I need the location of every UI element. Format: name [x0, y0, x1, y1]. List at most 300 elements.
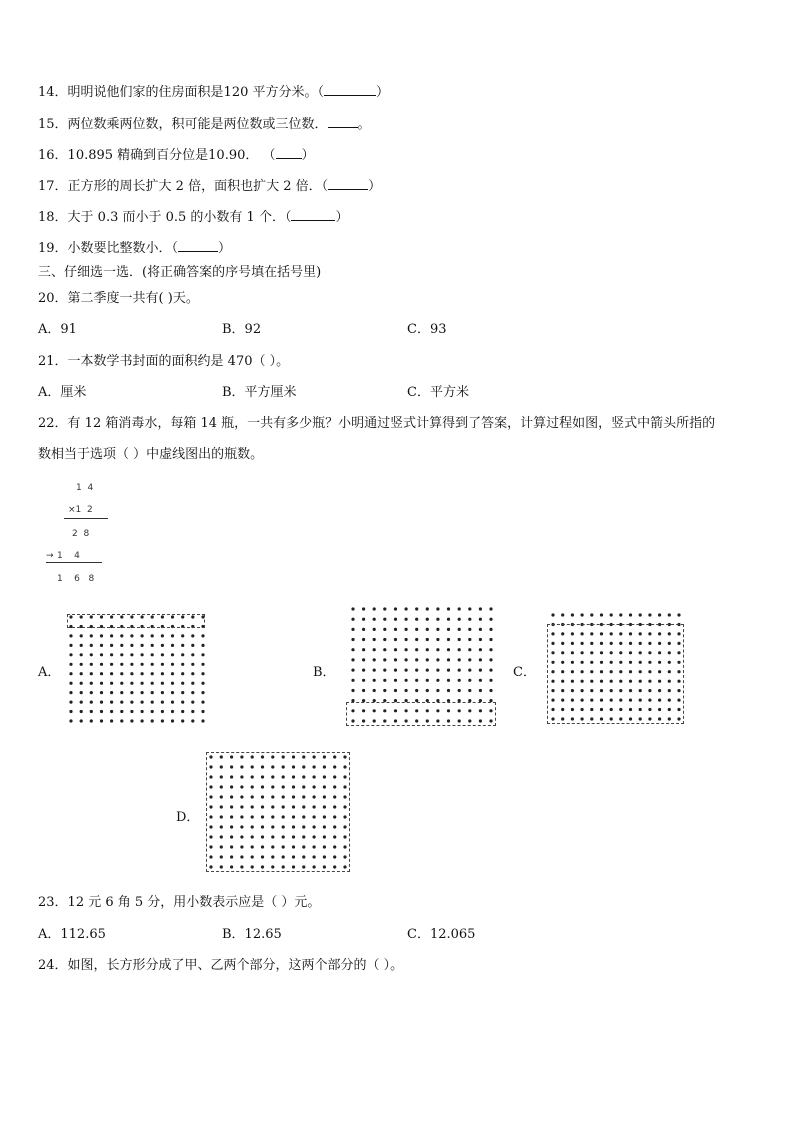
bottle-dot — [90, 701, 93, 704]
question-16: 16．10.895 精确到百分位是10.90． （ ） — [38, 148, 315, 163]
bottle-dot — [151, 682, 154, 685]
bottle-dot — [151, 644, 154, 647]
question-17-text: 17．正方形的周长扩大 2 倍，面积也扩大 2 倍．（ — [38, 179, 329, 194]
option-a[interactable]: A．91 — [38, 322, 77, 337]
bottle-dot — [130, 634, 133, 637]
bottle-dot — [458, 669, 461, 672]
calc-row-2: ×1 2 — [68, 505, 93, 515]
bottle-dot — [362, 648, 365, 651]
bottle-dot — [141, 644, 144, 647]
bottle-dot — [351, 618, 354, 621]
bottle-dot — [373, 638, 376, 641]
calc-row-3: 2 8 — [72, 529, 90, 539]
option-c-label[interactable]: C． — [513, 665, 536, 680]
bottle-dot — [394, 658, 397, 661]
bottle-dot — [383, 628, 386, 631]
bottle-dot — [181, 653, 184, 656]
bottle-dot — [394, 628, 397, 631]
bottle-dot — [201, 644, 204, 647]
bottle-dot — [141, 653, 144, 656]
bottle-dot — [181, 644, 184, 647]
bottle-dot — [181, 691, 184, 694]
bottle-dot — [100, 634, 103, 637]
bottle-dot — [90, 653, 93, 656]
bottle-dot — [362, 679, 365, 682]
option-b[interactable]: B．12.65 — [222, 927, 282, 942]
bottle-dot — [151, 691, 154, 694]
bottle-dot — [362, 669, 365, 672]
bottle-dot — [120, 691, 123, 694]
bottle-dot — [426, 628, 429, 631]
bottle-dot — [468, 658, 471, 661]
bottle-dot — [479, 628, 482, 631]
bottle-dot — [171, 710, 174, 713]
bottle-dot — [130, 644, 133, 647]
dashed-outline-b — [346, 702, 496, 726]
bottle-dot — [80, 719, 83, 722]
bottle-dot — [383, 607, 386, 610]
bottle-dot — [201, 634, 204, 637]
bottle-dot — [489, 669, 492, 672]
bottle-dot — [120, 719, 123, 722]
bottle-dot — [394, 638, 397, 641]
bottle-dot — [436, 669, 439, 672]
bottle-dot — [362, 628, 365, 631]
bottle-dot — [373, 679, 376, 682]
bottle-dot — [201, 663, 204, 666]
bottle-dot — [171, 653, 174, 656]
bottle-dot — [201, 710, 204, 713]
bottle-dot — [383, 679, 386, 682]
bottle-dot — [100, 719, 103, 722]
bottle-dot — [141, 672, 144, 675]
bottle-dot — [383, 669, 386, 672]
bottle-dot — [90, 719, 93, 722]
bottle-dot — [181, 719, 184, 722]
calc-row-1: 1 4 — [76, 483, 94, 493]
bottle-dot — [351, 607, 354, 610]
bottle-dot — [436, 689, 439, 692]
answer-blank[interactable] — [328, 115, 358, 128]
bottle-dot — [171, 701, 174, 704]
bottle-dot — [405, 669, 408, 672]
bottle-dot — [479, 689, 482, 692]
bottle-dot — [110, 653, 113, 656]
question-20-text: 20．第二季度一共有( )天。 — [38, 291, 199, 306]
bottle-dot — [415, 648, 418, 651]
bottle-dot — [458, 628, 461, 631]
bottle-dot — [415, 669, 418, 672]
bottle-dot — [489, 638, 492, 641]
bottle-dot — [383, 638, 386, 641]
bottle-dot — [100, 653, 103, 656]
question-14: 14．明明说他们家的住房面积是120 平方分米。（ ） — [38, 85, 390, 100]
bottle-dot — [191, 701, 194, 704]
bottle-dot — [130, 691, 133, 694]
bottle-dot — [69, 672, 72, 675]
bottle-dot — [161, 701, 164, 704]
bottle-dot — [373, 607, 376, 610]
bottle-dot — [171, 663, 174, 666]
bottle-dot — [436, 648, 439, 651]
bottle-dot — [171, 691, 174, 694]
bottle-dot — [201, 701, 204, 704]
bottle-dot — [436, 679, 439, 682]
bottle-dot — [161, 672, 164, 675]
bottle-dot — [458, 679, 461, 682]
bottle-dot — [171, 672, 174, 675]
bottle-dot — [436, 638, 439, 641]
option-a[interactable]: A．厘米 — [38, 385, 87, 400]
bottle-dot — [405, 607, 408, 610]
question-22-line2: 数相当于选项（ ）中虚线图出的瓶数。 — [38, 447, 264, 462]
bottle-dot — [80, 672, 83, 675]
bottle-dot — [436, 658, 439, 661]
bottle-dot — [415, 638, 418, 641]
bottle-dot — [110, 644, 113, 647]
bottle-dot — [426, 648, 429, 651]
bottle-dot — [201, 653, 204, 656]
bottle-dot — [426, 669, 429, 672]
answer-blank[interactable] — [328, 177, 368, 190]
bottle-dot — [571, 613, 574, 616]
bottle-dot — [551, 613, 554, 616]
bottle-dot — [405, 689, 408, 692]
bottle-dot — [479, 658, 482, 661]
bottle-dot — [181, 672, 184, 675]
bottle-dot — [458, 607, 461, 610]
bottle-dot — [181, 634, 184, 637]
bottle-dot — [561, 613, 564, 616]
bottle-dot — [405, 638, 408, 641]
bottle-dot — [130, 701, 133, 704]
bottle-dot — [191, 672, 194, 675]
bottle-dot — [141, 663, 144, 666]
bottle-dot — [130, 710, 133, 713]
bottle-dot — [648, 613, 651, 616]
bottle-dot — [120, 653, 123, 656]
bottle-dot — [191, 691, 194, 694]
bottle-dot — [362, 658, 365, 661]
option-b-label[interactable]: B． — [313, 665, 336, 680]
bottle-dot — [458, 658, 461, 661]
bottle-dot — [90, 672, 93, 675]
bottle-dot — [130, 653, 133, 656]
bottle-dot — [181, 710, 184, 713]
bottle-dot — [447, 648, 450, 651]
bottle-dot — [141, 719, 144, 722]
bottle-dot — [447, 669, 450, 672]
bottle-dot — [100, 663, 103, 666]
bottle-dot — [668, 613, 671, 616]
bottle-dot — [383, 618, 386, 621]
bottle-dot — [394, 669, 397, 672]
bottle-dot — [639, 613, 642, 616]
question-18-text: 18．大于 0.3 而小于 0.5 的小数有 1 个．（ — [38, 210, 292, 225]
bottle-dot — [619, 613, 622, 616]
bottle-dot — [161, 719, 164, 722]
bottle-dot — [151, 701, 154, 704]
bottle-dot — [120, 663, 123, 666]
bottle-dot — [415, 679, 418, 682]
bottle-dot — [373, 618, 376, 621]
bottle-dot — [415, 689, 418, 692]
bottle-dot — [171, 644, 174, 647]
bottle-dot — [373, 658, 376, 661]
bottle-dot — [80, 644, 83, 647]
bottle-dot — [161, 644, 164, 647]
bottle-dot — [191, 710, 194, 713]
question-24-text: 24．如图，长方形分成了甲、乙两个部分，这两个部分的（ ）。 — [38, 958, 404, 973]
bottle-dot — [405, 628, 408, 631]
bottle-dot — [69, 634, 72, 637]
bottle-dot — [171, 719, 174, 722]
question-21-text: 21．一本数学书封面的面积约是 470（ ）。 — [38, 354, 290, 369]
option-c[interactable]: C．93 — [407, 322, 447, 337]
bottle-dot — [191, 663, 194, 666]
bottle-dot — [415, 658, 418, 661]
bottle-dot — [383, 648, 386, 651]
bottle-dot — [405, 679, 408, 682]
bottle-dot — [447, 607, 450, 610]
bottle-dot — [458, 638, 461, 641]
option-a[interactable]: A．112.65 — [38, 927, 106, 942]
bottle-dot — [415, 618, 418, 621]
bottle-dot — [351, 669, 354, 672]
bottle-dot — [479, 648, 482, 651]
bottle-dot — [479, 679, 482, 682]
bottle-dot — [90, 634, 93, 637]
bottle-dot — [161, 682, 164, 685]
bottle-dot — [100, 682, 103, 685]
bottle-dot — [489, 628, 492, 631]
bottle-dot — [110, 691, 113, 694]
question-22-line1: 22．有 12 箱消毒水，每箱 14 瓶，一共有多少瓶？小明通过竖式计算得到了答案，计算过程如图，竖式中箭头所指的 — [38, 416, 716, 431]
question-18: 18．大于 0.3 而小于 0.5 的小数有 1 个．（ ） — [38, 210, 349, 225]
bottle-dot — [489, 648, 492, 651]
bottle-dot — [383, 658, 386, 661]
bottle-dot — [447, 628, 450, 631]
bottle-dot — [191, 719, 194, 722]
bottle-dot — [394, 618, 397, 621]
bottle-dot — [110, 701, 113, 704]
bottle-dot — [677, 613, 680, 616]
bottle-dot — [201, 672, 204, 675]
answer-blank[interactable] — [178, 239, 218, 252]
bottle-dot — [590, 613, 593, 616]
bottle-dot — [489, 618, 492, 621]
bottle-dot — [351, 689, 354, 692]
bottle-dot — [362, 618, 365, 621]
bottle-dot — [130, 672, 133, 675]
bottle-dot — [362, 689, 365, 692]
bottle-dot — [80, 682, 83, 685]
bottle-dot — [191, 682, 194, 685]
bottle-dot — [100, 710, 103, 713]
bottle-dot — [161, 634, 164, 637]
bottle-dot — [436, 618, 439, 621]
bottle-dot — [110, 663, 113, 666]
calc-row-4: 1 4 — [57, 551, 80, 561]
bottle-dot — [151, 719, 154, 722]
bottle-dot — [581, 613, 584, 616]
bottle-dot — [447, 638, 450, 641]
bottle-dot — [447, 618, 450, 621]
bottle-dot — [110, 672, 113, 675]
bottle-dot — [90, 691, 93, 694]
bottle-dot — [69, 719, 72, 722]
bottle-dot — [351, 628, 354, 631]
option-b[interactable]: B．平方厘米 — [222, 385, 297, 400]
bottle-dot — [151, 653, 154, 656]
bottle-dot — [610, 613, 613, 616]
bottle-dot — [69, 653, 72, 656]
bottle-dot — [468, 679, 471, 682]
question-19-text: 19．小数要比整数小．（ — [38, 241, 179, 256]
bottle-dot — [426, 689, 429, 692]
bottle-dot — [447, 679, 450, 682]
bottle-dot — [181, 701, 184, 704]
bottle-dot — [436, 628, 439, 631]
bottle-dot — [90, 682, 93, 685]
bottle-dot — [100, 672, 103, 675]
question-19: 19．小数要比整数小．（ ） — [38, 241, 232, 256]
bottle-dot — [171, 682, 174, 685]
bottle-dot — [120, 701, 123, 704]
bottle-dot — [351, 638, 354, 641]
bottle-dot — [69, 691, 72, 694]
option-d-label[interactable]: D． — [176, 810, 200, 825]
bottle-dot — [201, 691, 204, 694]
bottle-dot — [69, 682, 72, 685]
bottle-dot — [201, 719, 204, 722]
bottle-dot — [658, 613, 661, 616]
bottle-dot — [120, 710, 123, 713]
bottle-dot — [80, 653, 83, 656]
bottle-dot — [394, 607, 397, 610]
option-c[interactable]: C．平方米 — [407, 385, 469, 400]
bottle-dot — [69, 710, 72, 713]
bottle-dot — [468, 618, 471, 621]
bottle-dot — [90, 663, 93, 666]
answer-blank[interactable] — [276, 146, 302, 159]
bottle-dot — [141, 691, 144, 694]
bottle-dot — [141, 634, 144, 637]
question-14-text: 14．明明说他们家的住房面积是120 平方分米。（ — [38, 85, 324, 100]
bottle-dot — [468, 689, 471, 692]
bottle-dot — [191, 653, 194, 656]
bottle-dot — [141, 682, 144, 685]
bottle-dot — [468, 669, 471, 672]
bottle-dot — [426, 638, 429, 641]
bottle-dot — [468, 607, 471, 610]
question-15-text: 15．两位数乘两位数，积可能是两位数或三位数． — [38, 117, 328, 132]
bottle-dot — [191, 634, 194, 637]
bottle-dot — [161, 691, 164, 694]
bottle-dot — [80, 634, 83, 637]
bottle-dot — [191, 644, 194, 647]
bottle-dot — [130, 682, 133, 685]
bottle-dot — [80, 710, 83, 713]
bottle-dot — [151, 663, 154, 666]
section-heading: 三、仔细选一选．(将正确答案的序号填在括号里) — [38, 265, 322, 280]
calc-rule — [46, 562, 102, 563]
question-16-text: 16．10.895 精确到百分位是10.90． （ — [38, 148, 276, 163]
question-23-text: 23．12 元 6 角 5 分，用小数表示应是（ ）元。 — [38, 895, 321, 910]
bottle-dot — [458, 689, 461, 692]
option-c[interactable]: C．12.065 — [407, 927, 476, 942]
bottle-dot — [110, 719, 113, 722]
option-a-label[interactable]: A． — [38, 665, 61, 680]
bottle-dot — [468, 638, 471, 641]
bottle-dot — [426, 679, 429, 682]
bottle-dot — [373, 648, 376, 651]
bottle-dot — [80, 663, 83, 666]
question-17: 17．正方形的周长扩大 2 倍，面积也扩大 2 倍．（ ） — [38, 179, 382, 194]
bottle-dot — [151, 710, 154, 713]
bottle-dot — [120, 634, 123, 637]
bottle-dot — [181, 663, 184, 666]
bottle-dot — [426, 658, 429, 661]
bottle-dot — [447, 658, 450, 661]
bottle-dot — [362, 607, 365, 610]
bottle-dot — [373, 669, 376, 672]
dashed-outline-a — [67, 614, 205, 628]
bottle-dot — [69, 644, 72, 647]
bottle-dot — [447, 689, 450, 692]
bottle-dot — [80, 691, 83, 694]
bottle-dot — [351, 679, 354, 682]
bottle-dot — [405, 618, 408, 621]
bottle-dot — [489, 658, 492, 661]
bottle-dot — [394, 679, 397, 682]
bottle-dot — [351, 648, 354, 651]
dashed-outline-c — [547, 624, 684, 724]
question-15: 15．两位数乘两位数，积可能是两位数或三位数． 。 — [38, 117, 371, 132]
bottle-dot — [489, 679, 492, 682]
calc-arrow: → — [46, 551, 54, 561]
bottle-dot — [405, 648, 408, 651]
option-b[interactable]: B．92 — [222, 322, 262, 337]
bottle-dot — [436, 607, 439, 610]
bottle-dot — [479, 669, 482, 672]
bottle-dot — [100, 701, 103, 704]
bottle-dot — [110, 634, 113, 637]
bottle-dot — [468, 648, 471, 651]
bottle-dot — [426, 618, 429, 621]
bottle-dot — [394, 648, 397, 651]
bottle-dot — [130, 663, 133, 666]
bottle-dot — [120, 672, 123, 675]
bottle-dot — [130, 719, 133, 722]
answer-blank[interactable] — [324, 83, 376, 96]
bottle-dot — [405, 658, 408, 661]
bottle-dot — [458, 648, 461, 651]
answer-blank[interactable] — [291, 208, 335, 221]
bottle-dot — [201, 682, 204, 685]
bottle-dot — [479, 607, 482, 610]
bottle-dot — [373, 628, 376, 631]
bottle-dot — [161, 710, 164, 713]
bottle-dot — [383, 689, 386, 692]
dashed-outline-d — [206, 752, 350, 872]
bottle-dot — [110, 682, 113, 685]
bottle-dot — [479, 638, 482, 641]
bottle-dot — [120, 682, 123, 685]
bottle-dot — [100, 644, 103, 647]
bottle-dot — [100, 691, 103, 694]
bottle-dot — [600, 613, 603, 616]
